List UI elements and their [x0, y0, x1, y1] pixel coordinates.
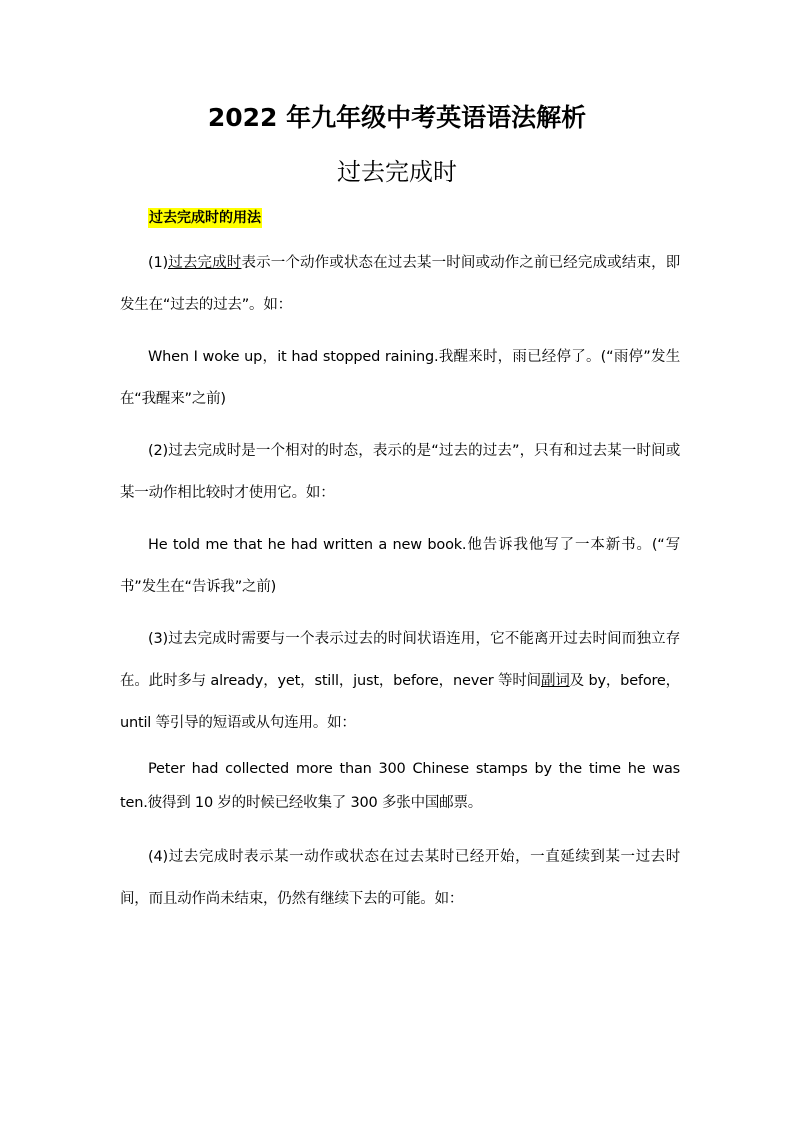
paragraph-3-text-b: 及 by，before，until 等引导的短语或从句连用。如：: [120, 673, 680, 731]
document-title: 2022 年九年级中考英语语法解析: [207, 103, 587, 132]
paragraph-3: [120, 618, 680, 744]
paragraph-1-text: 表示一个动作或状态在过去某一时间或动作之前已经完成或结束，即发生在“过去的过去”。如：: [120, 255, 681, 313]
example-3: Peter had collected more than 300 Chinese stamps by the time he was ten.彼得到 10 岁的时候已经收集了 300 多张中国邮票。: [120, 761, 680, 811]
section-heading-highlighted: 过去完成时的用法: [149, 210, 261, 226]
paragraph-4: (4)过去完成时表示某一动作或状态在过去某时已经开始，一直延续到某一过去时间，而且动作尚未结束，仍然有继续下去的可能。如：: [120, 849, 680, 907]
example-1: When I woke up，it had stopped raining.我醒来时，雨已经停了。(“雨停”发生在“我醒来”之前): [120, 349, 680, 407]
paragraph-1-term-link[interactable]: 过去完成时: [167, 255, 242, 271]
document-subtitle: 过去完成时: [337, 158, 457, 186]
paragraph-3-term-link[interactable]: 副词: [541, 673, 570, 689]
example-2: He told me that he had written a new book.他告诉我他写了一本新书。(“写书”发生在“告诉我”之前): [120, 537, 680, 595]
paragraph-1-prefix: (1): [148, 255, 168, 271]
paragraph-2: (2)过去完成时是一个相对的时态，表示的是“过去的过去”，只有和过去某一时间或某一动作相比较时才使用它。如：: [120, 443, 680, 501]
paragraph-3-text-a: (3)过去完成时需要与一个表示过去的时间状语连用，它不能离开过去时间而独立存在。此时多与 already，yet，still，just，before，never 等时间: [120, 631, 680, 689]
paragraph-1: [120, 242, 680, 326]
